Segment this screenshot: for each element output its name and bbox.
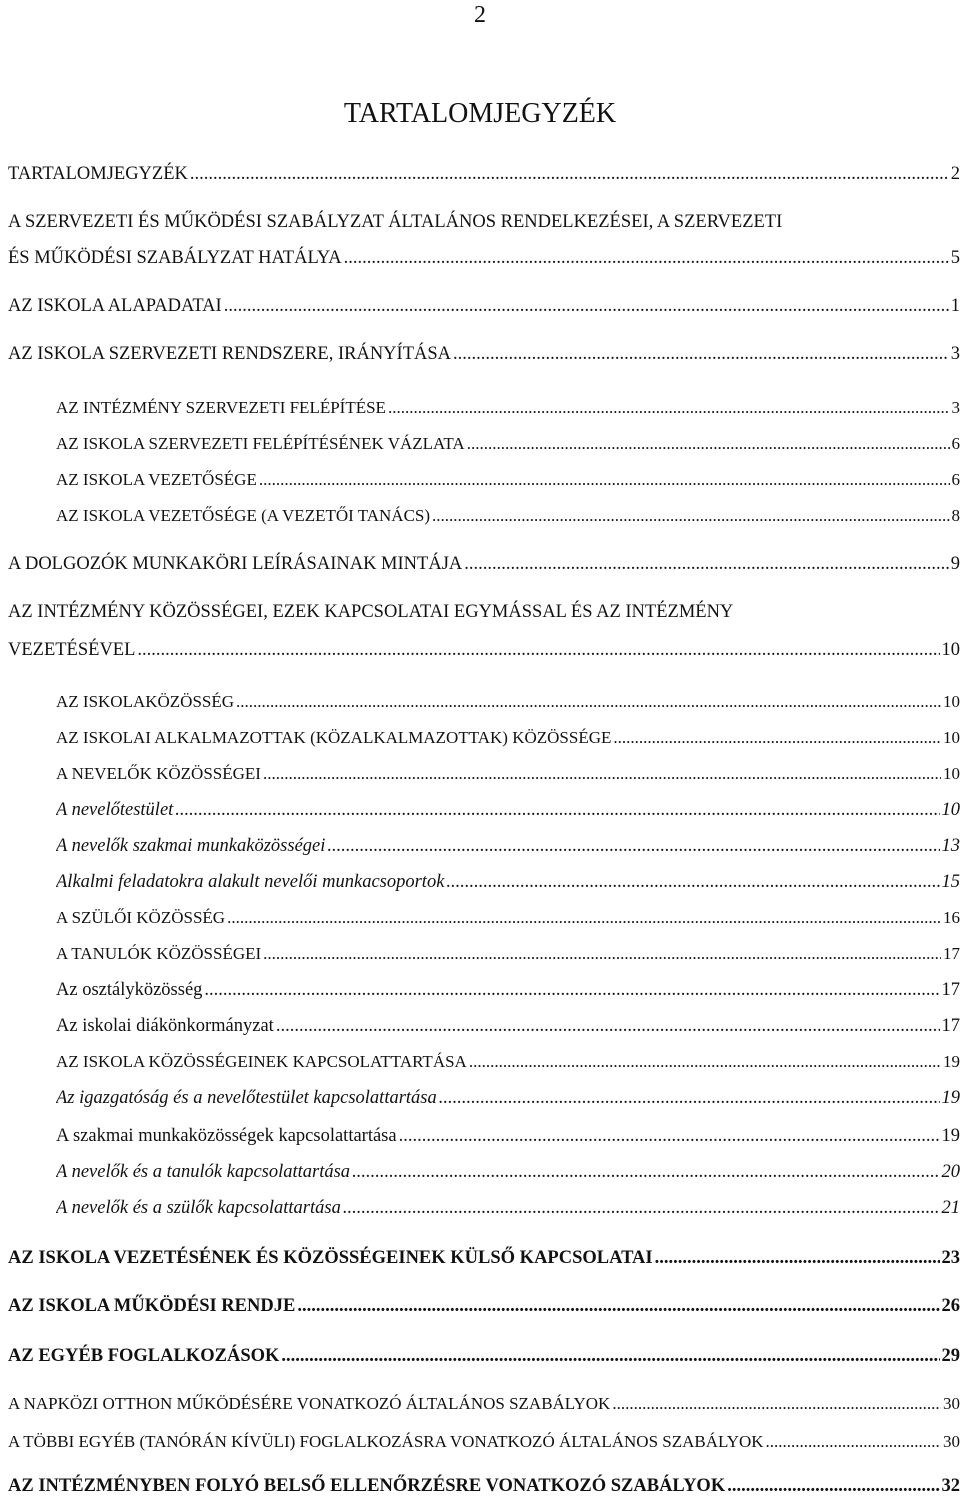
toc-entry-page: 29	[941, 1346, 960, 1366]
toc-entry-text: AZ ISKOLA KÖZÖSSÉGEINEK KAPCSOLATTARTÁSA	[56, 1052, 467, 1071]
toc-entry-text: ÉS MŰKÖDÉSI SZABÁLYZAT HATÁLYA	[8, 248, 342, 268]
toc-entry-page: 8	[951, 506, 960, 525]
toc-entry-text: AZ ISKOLA MŰKÖDÉSI RENDJE	[8, 1296, 296, 1316]
toc-entry-page: 17	[941, 980, 960, 1000]
toc-entry-text: TARTALOMJEGYZÉK	[8, 164, 188, 184]
toc-entry-text: A nevelők szakmai munkaközösségei	[56, 836, 326, 856]
toc-entry-text: AZ INTÉZMÉNY SZERVEZETI FELÉPÍTÉSE	[56, 398, 386, 417]
toc-entry-text: AZ ISKOLA SZERVEZETI RENDSZERE, IRÁNYÍTÁSA	[8, 344, 452, 364]
dot-leader	[612, 1392, 941, 1416]
toc-entry[interactable]	[8, 1294, 960, 1318]
toc-entry-page: 10	[941, 640, 960, 660]
toc-entry-text: Az igazgatóság és a nevelőtestület kapcsolattartása	[56, 1088, 437, 1108]
dot-leader	[399, 1124, 940, 1148]
toc-entry-page: 13	[941, 836, 960, 856]
toc-entry-text: AZ ISKOLA VEZETŐSÉGE	[56, 470, 257, 489]
toc-entry[interactable]	[8, 1246, 960, 1270]
toc-entry[interactable]	[56, 906, 960, 930]
toc-entry-text: VEZETÉSÉVEL	[8, 640, 136, 660]
toc-entry-text: A nevelők és a szülők kapcsolattartása	[56, 1198, 341, 1218]
toc-entry[interactable]	[56, 1050, 960, 1074]
toc-entry-text: Az osztályközösség	[56, 980, 203, 1000]
toc-entry-page: 21	[941, 1198, 960, 1218]
toc-entry-text: Alkalmi feladatokra alakult nevelői munkacsoportok	[56, 872, 445, 892]
toc-entry-page: 9	[950, 554, 960, 574]
toc-entry-page: 3	[950, 344, 960, 364]
toc-entry-text-line1[interactable]: A SZERVEZETI ÉS MŰKÖDÉSI SZABÁLYZAT ÁLTALÁNOS RENDELKEZÉSEI, A SZERVEZETI	[8, 212, 783, 232]
toc-entry-page: 20	[941, 1162, 960, 1182]
dot-leader	[137, 638, 939, 662]
toc-entry-page: 19	[943, 1052, 960, 1071]
toc-entry-text: AZ ISKOLA SZERVEZETI FELÉPÍTÉSÉNEK VÁZLATA	[56, 434, 465, 453]
dot-leader	[439, 1086, 940, 1110]
toc-entry[interactable]	[56, 1196, 960, 1220]
toc-entry-text: AZ ISKOLA VEZETÉSÉNEK ÉS KÖZÖSSÉGEINEK KÜLSŐ KAPCSOLATAI	[8, 1248, 653, 1268]
toc-entry[interactable]	[56, 762, 960, 786]
toc-entry[interactable]	[56, 942, 960, 966]
toc-entry-page: 6	[951, 434, 960, 453]
toc-entry-text: A nevelőtestület	[56, 800, 174, 820]
dot-leader	[766, 1430, 941, 1454]
toc-entry[interactable]	[8, 246, 960, 270]
toc-entry-text: A NEVELŐK KÖZÖSSÉGEI	[56, 764, 261, 783]
dot-leader	[388, 396, 950, 420]
toc-entry-text: AZ ISKOLA VEZETŐSÉGE (A VEZETŐI TANÁCS)	[56, 506, 431, 525]
toc-entry[interactable]	[56, 870, 960, 894]
dot-leader	[263, 942, 941, 966]
toc-entry-page: 15	[941, 872, 960, 892]
toc-entry-text-line1[interactable]: AZ INTÉZMÉNY KÖZÖSSÉGEI, EZEK KAPCSOLATAI EGYMÁSSAL ÉS AZ INTÉZMÉNY	[8, 602, 734, 622]
toc-entry-text: AZ ISKOLAI ALKALMAZOTTAK (KÖZALKALMAZOTTAK) KÖZÖSSÉGE	[56, 728, 612, 747]
toc-entry[interactable]	[56, 396, 960, 420]
toc-entry[interactable]	[56, 468, 960, 492]
toc-entry-text: A SZÜLŐI KÖZÖSSÉG	[56, 908, 226, 927]
toc-entry-page: 10	[943, 764, 960, 783]
toc-entry[interactable]	[8, 1392, 960, 1416]
dot-leader	[259, 468, 950, 492]
page-number: 2	[474, 2, 486, 28]
toc-entry-page: 10	[943, 692, 960, 711]
toc-entry[interactable]	[8, 342, 960, 366]
toc-entry-text: AZ ISKOLAKÖZÖSSÉG	[56, 692, 235, 711]
dot-leader	[190, 162, 949, 186]
toc-entry-text: A DOLGOZÓK MUNKAKÖRI LEÍRÁSAINAK MINTÁJA	[8, 554, 463, 574]
toc-entry-page: 6	[951, 470, 960, 489]
toc-entry[interactable]	[8, 1430, 960, 1454]
toc-entry-page: 17	[943, 944, 960, 963]
toc-entry-page: 3	[951, 398, 960, 417]
dot-leader	[467, 432, 950, 456]
toc-entry-page: 10	[943, 728, 960, 747]
toc-entry-page: 32	[941, 1476, 960, 1496]
dot-leader	[227, 906, 941, 930]
toc-entry[interactable]	[8, 1474, 960, 1498]
dot-leader	[453, 342, 949, 366]
toc-entry-page: 30	[943, 1394, 960, 1413]
toc-entry[interactable]	[8, 162, 960, 186]
dot-leader	[276, 1014, 940, 1038]
dot-leader	[281, 1344, 939, 1368]
toc-entry-text: A nevelők és a tanulók kapcsolattartása	[56, 1162, 351, 1182]
page-title: TARTALOMJEGYZÉK	[343, 98, 617, 129]
toc-entry[interactable]	[56, 432, 960, 456]
dot-leader	[352, 1160, 939, 1184]
toc-entry-page: 19	[941, 1126, 960, 1146]
toc-entry-page: 1	[950, 296, 960, 316]
dot-leader	[727, 1474, 939, 1498]
toc-entry-page: 16	[943, 908, 960, 927]
dot-leader	[655, 1246, 940, 1270]
dot-leader	[204, 978, 939, 1002]
toc-entry[interactable]	[56, 1160, 960, 1184]
toc-entry[interactable]	[56, 726, 960, 750]
toc-entry-page: 19	[941, 1088, 960, 1108]
toc-entry-text: AZ EGYÉB FOGLALKOZÁSOK	[8, 1346, 280, 1366]
dot-leader	[175, 798, 939, 822]
toc-entry-text: A szakmai munkaközösségek kapcsolattartása	[56, 1126, 397, 1146]
dot-leader	[469, 1050, 941, 1074]
toc-entry[interactable]	[56, 1124, 960, 1148]
toc-entry[interactable]	[56, 690, 960, 714]
dot-leader	[344, 246, 949, 270]
toc-entry-page: 30	[943, 1432, 960, 1451]
dot-leader	[236, 690, 941, 714]
toc-entry-page: 5	[950, 248, 960, 268]
toc-entry[interactable]	[8, 294, 960, 318]
toc-entry-text: A NAPKÖZI OTTHON MŰKÖDÉSÉRE VONATKOZÓ ÁLTALÁNOS SZABÁLYOK	[8, 1394, 611, 1413]
dot-leader	[464, 552, 948, 576]
dot-leader	[432, 504, 949, 528]
toc-entry[interactable]	[56, 504, 960, 528]
toc-entry[interactable]	[56, 834, 960, 858]
dot-leader	[263, 762, 941, 786]
toc-entry[interactable]	[8, 638, 960, 662]
toc-entry[interactable]	[56, 1086, 960, 1110]
toc-entry-page: 2	[950, 164, 960, 184]
toc-entry[interactable]	[56, 1014, 960, 1038]
toc-entry-page: 17	[941, 1016, 960, 1036]
dot-leader	[327, 834, 939, 858]
toc-entry-text: AZ INTÉZMÉNYBEN FOLYÓ BELSŐ ELLENŐRZÉSRE VONATKOZÓ SZABÁLYOK	[8, 1476, 726, 1496]
toc-entry[interactable]	[56, 798, 960, 822]
dot-leader	[297, 1294, 939, 1318]
dot-leader	[224, 294, 949, 318]
dot-leader	[343, 1196, 940, 1220]
dot-leader	[446, 870, 939, 894]
toc-entry-text: A TANULÓK KÖZÖSSÉGEI	[56, 944, 262, 963]
toc-entry[interactable]	[8, 1344, 960, 1368]
toc-entry-text: A TÖBBI EGYÉB (TANÓRÁN KÍVÜLI) FOGLALKOZÁSRA VONATKOZÓ ÁLTALÁNOS SZABÁLYOK	[8, 1432, 764, 1451]
toc-entry-page: 23	[941, 1248, 960, 1268]
toc-entry[interactable]	[56, 978, 960, 1002]
toc-entry-page: 10	[941, 800, 960, 820]
toc-entry[interactable]	[8, 552, 960, 576]
toc-entry-text: AZ ISKOLA ALAPADATAI	[8, 296, 222, 316]
toc-entry-page: 26	[941, 1296, 960, 1316]
toc-entry-text: Az iskolai diákönkormányzat	[56, 1016, 274, 1036]
dot-leader	[613, 726, 941, 750]
